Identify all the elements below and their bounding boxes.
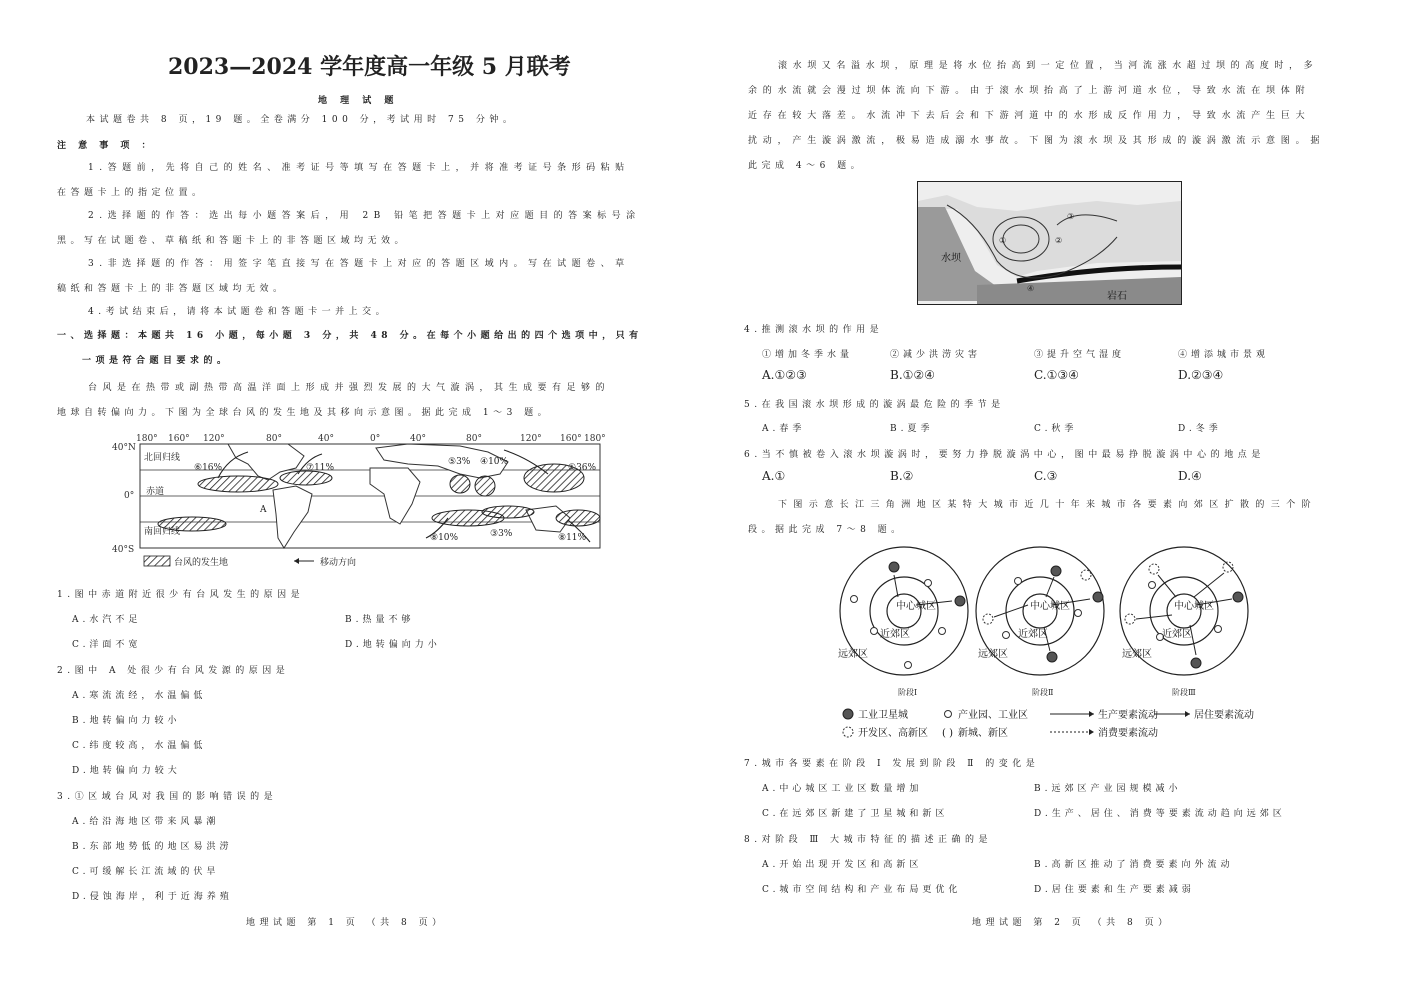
q4-option-a: A.①②③ [762,368,807,382]
q2-option-c: C.纬度较高，水温偏低 [72,741,207,751]
south-tropic-label: 南回归线 [144,527,181,537]
dam-intro-3: 近存在较大落差。水流冲下去后会和下游河道中的水形成反作用力，导致水流产生巨大 [748,111,1311,121]
q7-option-d: D.生产、居住、消费等要素流动趋向远郊区 [1034,809,1286,819]
page-2-footer: 地理试题 第 2 页 （共 8 页） [972,918,1172,928]
q8-option-a: A.开始出现开发区和高新区 [762,860,923,870]
q8-option-c: C.城市空间结构和产业布局更优化 [762,885,962,895]
exam-title: 2023—2024 学年度高一年级 5 月联考 [168,54,571,80]
city-stages-figure [832,545,1278,745]
q2-option-a: A.寒流流经，水温偏低 [72,691,207,701]
lon-label-120e: 120° [520,434,542,444]
q6-option-c: C.③ [1034,469,1058,483]
q2-option-d: D.地转偏向力较大 [72,766,181,776]
question-4: 4.推测滚水坝的作用是 [744,325,884,335]
q7-option-c: C.在远郊区新建了卫星城和新区 [762,809,949,819]
point-2-label: ② [1055,236,1063,245]
q6-option-b: B.② [890,469,914,483]
stage-1-near-label: 近郊区 [880,629,910,640]
q2-option-b: B.地转偏向力较小 [72,716,181,726]
source-area-7 [280,471,332,485]
q1-option-a: A.水汽不足 [72,615,142,625]
q3-option-b: B.东部地势低的地区易洪涝 [72,842,233,852]
q4-statement-3: ③提升空气湿度 [1034,350,1126,360]
q6-option-a: A.① [762,469,786,483]
section-1-heading: 一、选择题：本题共 16 小题，每小题 3 分，共 48 分。在每个小题给出的四个选项中，只有 [57,331,643,341]
q3-option-d: D.侵蚀海岸，利于近海养殖 [72,892,233,902]
typhoon-map-figure [108,428,620,576]
stage-1-center-label: 中心城区 [896,601,936,612]
source-area-6 [198,476,278,492]
area-3-pct: ③3% [490,529,513,539]
question-7: 7.城市各要素在阶段 Ⅰ 发展到阶段 Ⅱ 的变化是 [744,759,1040,769]
page-1-footer: 地理试题 第 1 页 （共 8 页） [246,918,446,928]
point-1-label: ① [999,236,1007,245]
typhoon-intro-2: 地球自转偏向力。下图为全球台风的发生地及其移向示意图。据此完成 1～3 题。 [57,408,552,418]
dam-label: 水坝 [941,253,961,264]
q5-option-b: B.夏季 [890,424,934,434]
lat-label-0: 0° [124,491,135,501]
question-2: 2.图中 A 处很少有台风发源的原因是 [57,666,290,676]
stage-3-far-label: 远郊区 [1122,649,1152,660]
stage-1-caption: 阶段Ⅰ [898,688,918,697]
north-tropic-label: 北回归线 [144,453,181,463]
q4-statement-2: ②减少洪涝灾害 [890,350,982,360]
rock-label: 岩石 [1107,291,1127,302]
legend-production-label: 生产要素流动 [1098,710,1158,721]
lon-label-180e: 180° [584,434,606,444]
stage-2-caption: 阶段Ⅱ [1032,688,1054,697]
legend-residence-label: 居住要素流动 [1194,710,1254,721]
question-8: 8.对阶段 Ⅲ 大城市特征的描述正确的是 [744,835,992,845]
area-1-pct: ①36% [568,463,597,473]
q7-option-b: B.远郊区产业园规模减小 [1034,784,1182,794]
city-intro-1: 下图示意长江三角洲地区某特大城市近几十年来城市各要素向郊区扩散的三个阶 [778,500,1318,510]
notice-1b: 在答题卡上的指定位置。 [57,188,206,198]
lon-label-80w: 80° [266,434,282,444]
q1-option-c: C.洋面不宽 [72,640,142,650]
legend-arrow-label: 移动方向 [320,558,357,568]
legend-satellite-label: 工业卫星城 [858,710,908,721]
q4-statement-4: ④增添城市景观 [1178,350,1270,360]
q7-option-a: A.中心城区工业区数量增加 [762,784,923,794]
question-5: 5.在我国滚水坝形成的漩涡最危险的季节是 [744,400,1005,410]
lon-label-160e: 160° [560,434,582,444]
legend-park-label: 产业园、工业区 [958,710,1028,721]
exam-meta: 本试题卷共 8 页，19 题。全卷满分 100 分，考试用时 75 分钟。 [86,115,517,125]
notice-3a: 3.非选择题的作答：用签字笔直接写在答题卡上对应的答题区域内。写在试题卷、草 [88,259,630,269]
q5-option-a: A.春季 [762,424,806,434]
lon-label-180w: 180° [136,434,158,444]
q1-option-d: D.地转偏向力小 [345,640,441,650]
stage-3-caption: 阶段Ⅲ [1172,688,1196,697]
area-7-pct: ⑦11% [306,463,335,473]
equator-label: 赤道 [146,487,165,497]
area-8b-pct: ⑧11% [558,533,587,543]
lon-label-0: 0° [370,434,381,444]
dam-intro-2: 余的水流就会漫过坝体流向下游。由于滚水坝抬高了上游河道水位，导致水流在坝体附 [748,86,1311,96]
dam-intro-4: 扰动，产生漩涡激流，极易造成溺水事故。下图为滚水坝及其形成的漩涡激流示意图。据 [748,136,1326,146]
legend-area-swatch [144,556,170,566]
legend-satellite-icon [843,709,853,719]
typhoon-intro-1: 台风是在热带或副热带高温洋面上形成并强烈发展的大气漩涡，其生成要有足够的 [88,383,611,393]
source-area-5 [450,475,470,493]
legend-newtown-label: 新城、新区 [958,728,1008,739]
lat-label-40n: 40°N [112,443,136,453]
source-area-8b [556,510,600,526]
legend-devzone-label: 开发区、高新区 [858,728,928,739]
point-a-label: A [260,505,267,515]
stage-3-near-label: 近郊区 [1162,629,1192,640]
dam-intro-1: 滚水坝又名溢水坝，原理是将水位抬高到一定位置，当河流涨水超过坝的高度时，多 [778,61,1319,71]
q4-option-c: C.①③④ [1034,368,1079,382]
notice-2a: 2.选择题的作答：选出每小题答案后，用 2B 铅笔把答题卡上对应题目的答案标号涂 [88,211,641,221]
legend-area-label: 台风的发生地 [174,558,229,568]
question-3: 3.①区域台风对我国的影响错误的是 [57,792,278,802]
question-6: 6.当不慎被卷入滚水坝漩涡时，要努力挣脱漩涡中心，图中最易挣脱漩涡中心的地点是 [744,450,1265,460]
lon-label-40w: 40° [318,434,334,444]
section-1-heading-cont: 一项是符合题目要求的。 [82,356,231,366]
legend-newtown-icon: ( ) [942,728,953,739]
q4-statement-1: ①增加冬季水量 [762,350,854,360]
point-3-label: ③ [1067,212,1075,221]
q5-option-d: D.冬季 [1178,424,1222,434]
q3-option-c: C.可缓解长江流域的伏旱 [72,867,220,877]
question-1: 1.图中赤道附近很少有台风发生的原因是 [57,590,305,600]
stage-1-far-label: 远郊区 [838,649,868,660]
lat-label-40s: 40°S [112,545,135,555]
point-4-label: ④ [1027,284,1035,293]
stage-2-center-label: 中心城区 [1030,601,1070,612]
lon-label-160w: 160° [168,434,190,444]
q5-option-c: C.秋季 [1034,424,1078,434]
area-6-pct: ⑥16% [194,463,223,473]
notice-3b: 稿纸和答题卡上的非答题区域均无效。 [57,284,287,294]
dam-intro-5: 此完成 4～6 题。 [748,161,865,171]
notice-4: 4.考试结束后，请将本试题卷和答题卡一并上交。 [88,307,390,317]
notice-heading: 注 意 事 项 ： [57,141,156,151]
q4-option-d: D.②③④ [1178,368,1224,382]
q6-option-d: D.④ [1178,469,1202,483]
legend-devzone-icon [843,727,853,737]
exam-subtitle: 地 理 试 题 [318,96,399,106]
lon-label-120w: 120° [203,434,225,444]
area-4-pct: ④10% [480,457,509,467]
notice-2b: 黑。写在试题卷、草稿纸和答题卡上的非答题区域均无效。 [57,236,409,246]
area-8a-pct: ⑧10% [430,533,459,543]
dam-vortex-figure [917,181,1182,305]
stage-3-center-label: 中心城区 [1174,601,1214,612]
source-area-3 [482,506,534,518]
source-area-4 [475,476,495,496]
city-intro-2: 段。据此完成 7～8 题。 [748,525,905,535]
legend-park-icon [945,711,952,718]
q1-option-b: B.热量不够 [345,615,415,625]
lon-label-40e: 40° [410,434,426,444]
legend-consumption-label: 消费要素流动 [1098,728,1158,739]
notice-1a: 1.答题前，先将自己的姓名、准考证号等填写在答题卡上，并将准考证号条形码粘贴 [88,163,630,173]
stage-2-far-label: 远郊区 [978,649,1008,660]
q8-option-b: B.高新区推动了消费要素向外流动 [1034,860,1234,870]
q3-option-a: A.给沿海地区带来风暴潮 [72,817,220,827]
q8-option-d: D.居住要素和生产要素减弱 [1034,885,1195,895]
area-5-pct: ⑤3% [448,457,471,467]
q4-option-b: B.①②④ [890,368,935,382]
lon-label-80e: 80° [466,434,482,444]
stage-2-near-label: 近郊区 [1018,629,1048,640]
